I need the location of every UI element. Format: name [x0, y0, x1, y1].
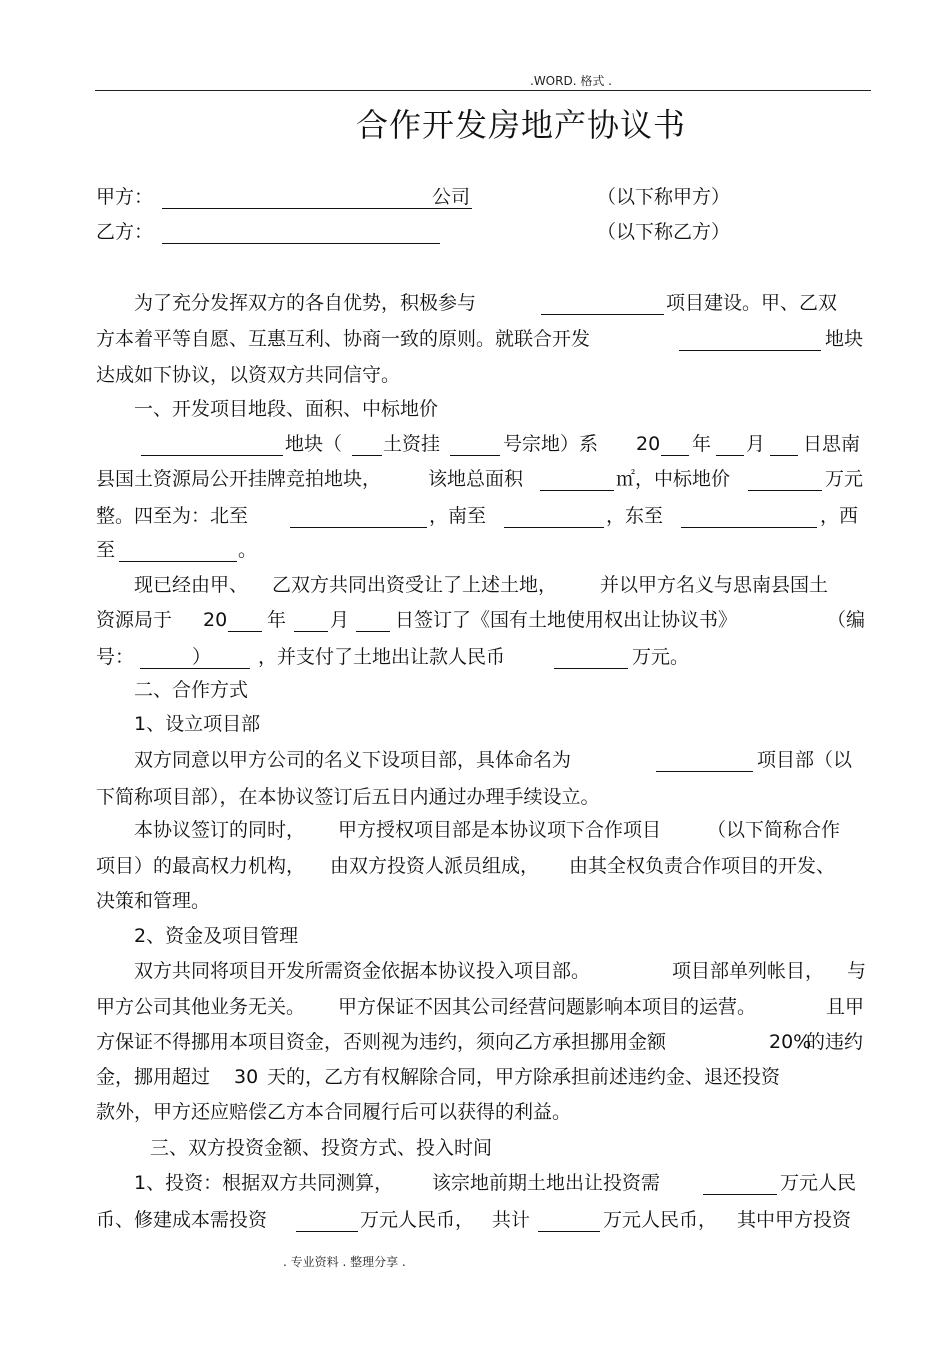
blank-west [119, 561, 237, 562]
line-16-b: 甲方授权项目部是本协议项下合作项目 [338, 819, 662, 841]
line-11-b: ） [192, 646, 212, 668]
line-09-c: 并以甲方名义与思南县国土 [600, 574, 829, 596]
line-23-a: 金，挪用超过 [96, 1066, 211, 1088]
line-11-c: ，并支付了土地出让款人民币 [258, 646, 506, 668]
blank-area [540, 490, 614, 491]
page-footer: . 专业资料 . 整理分享 . [283, 1255, 406, 1269]
line-02-a: 方本着平等自愿、互惠互利、协商一致的原则。就联合开发 [96, 328, 591, 350]
subsection-2-1: 1、设立项目部 [134, 713, 261, 735]
line-06-d: 万元 [825, 468, 864, 490]
line-20-c: 与 [847, 960, 867, 982]
line-24: 款外，甲方还应赔偿乙方本合同履行后可以获得的利益。 [96, 1101, 572, 1123]
line-22-c: 的违约 [806, 1031, 864, 1053]
line-07-d: ，西 [820, 505, 859, 527]
party-a-label: 甲方： [96, 186, 154, 208]
header-rule [95, 90, 871, 91]
line-09-a: 现已经由甲、 [134, 574, 249, 596]
line-06-b: 该地总面积 [428, 468, 524, 490]
blank-total [538, 1231, 600, 1232]
party-a-suffix: 公司 [432, 186, 471, 208]
blank-land-investment [703, 1194, 777, 1195]
line-05-b: 土资挂 [383, 433, 441, 455]
line-17-c: 由其全权负责合作项目的开发、 [569, 855, 836, 877]
blank-sign-day [356, 631, 390, 632]
line-20-a: 双方共同将项目开发所需资金依据本协议投入项目部。 [134, 960, 591, 982]
line-26-b: 该宗地前期土地出让投资需 [432, 1172, 661, 1194]
line-07-c: ，东至 [606, 505, 664, 527]
blank-south [504, 527, 604, 528]
line-07-b: ，南至 [429, 505, 487, 527]
page-header: .WORD. 格式 . [530, 74, 612, 88]
line-05-d: 20 [636, 433, 661, 455]
line-14-b: 项目部（以 [757, 749, 853, 771]
line-21-c: 且甲 [826, 996, 865, 1018]
line-17-b: 由双方投资人派员组成， [330, 855, 540, 877]
line-05-f: 月 [746, 433, 766, 455]
line-20-b: 项目部单列帐目， [672, 960, 825, 982]
subsection-2-2: 2、资金及项目管理 [134, 925, 299, 947]
line-27-e: 其中甲方投资 [737, 1209, 852, 1231]
line-10-d: 月 [330, 609, 350, 631]
line-06-c: ㎡，中标地价 [616, 468, 731, 490]
blank-day [770, 455, 798, 456]
line-09-b: 乙双方共同出资受让了上述土地， [272, 574, 558, 596]
line-16-a: 本协议签订的同时， [134, 819, 306, 841]
party-b-blank [162, 243, 440, 244]
line-06-a: 县国土资源局公开挂牌竞拍地块， [96, 468, 382, 490]
line-10-e: 日签订了《国有土地使用权出让协议书》 [395, 609, 738, 631]
line-05-g: 日思南 [803, 433, 861, 455]
blank-land-no [352, 455, 382, 456]
line-27-c: 共计 [492, 1209, 531, 1231]
line-07-a: 整。四至为：北至 [96, 505, 249, 527]
blank-payment [554, 668, 628, 669]
line-01-a: 为了充分发挥双方的各自优势，积极参与 [134, 292, 477, 314]
line-02-b: 地块 [825, 328, 864, 350]
line-22-a: 方保证不得挪用本项目资金，否则视为违约，须向乙方承担挪用金额 [96, 1031, 667, 1053]
line-05-a: 地块（ [285, 433, 343, 455]
line-08-b: 。 [238, 539, 258, 561]
line-10-c: 年 [267, 609, 287, 631]
blank-lot-no [450, 455, 500, 456]
blank-north [290, 527, 427, 528]
line-11-a: 号： [96, 646, 135, 668]
section-2-heading: 二、合作方式 [134, 679, 249, 701]
line-27-b: 万元人民币， [360, 1209, 475, 1231]
section-3-heading: 三、双方投资金额、投资方式、投入时间 [150, 1137, 493, 1159]
blank-east [681, 527, 817, 528]
line-27-d: 万元人民币， [603, 1209, 718, 1231]
line-05-e: 年 [692, 433, 712, 455]
blank-build-cost [296, 1231, 358, 1232]
line-23-c: 天的，乙方有权解除合同，甲方除承担前述违约金、退还投资 [267, 1066, 781, 1088]
blank-dept-name [656, 771, 753, 772]
line-26-a: 1、投资：根据双方共同测算， [134, 1172, 394, 1194]
blank-month [716, 455, 744, 456]
party-a-blank [162, 208, 472, 209]
line-21-a: 甲方公司其他业务无关。 [96, 996, 306, 1018]
party-a-alias: （以下称甲方） [597, 186, 731, 208]
line-18: 决策和管理。 [96, 890, 211, 912]
line-17-a: 项目）的最高权力机构， [96, 855, 306, 877]
line-03: 达成如下协议，以资双方共同信守。 [96, 364, 401, 386]
party-b-alias: （以下称乙方） [597, 221, 731, 243]
blank-project [541, 314, 664, 315]
line-26-c: 万元人民 [780, 1172, 857, 1194]
line-16-c: （以下简称合作 [707, 819, 841, 841]
line-10-a: 资源局于 [96, 609, 173, 631]
blank-price [748, 490, 822, 491]
line-10-b: 20 [203, 609, 228, 631]
line-15: 下简称项目部），在本协议签订后五日内通过办理手续设立。 [96, 786, 600, 808]
line-10-f: （编 [827, 609, 866, 631]
line-21-b: 甲方保证不因其公司经营问题影响本项目的运营。 [338, 996, 757, 1018]
document-title: 合作开发房地产协议书 [356, 106, 687, 144]
line-23-b: 30 [234, 1066, 259, 1088]
blank-plot-2 [141, 455, 283, 456]
line-08-a: 至 [96, 539, 116, 561]
party-b-label: 乙方： [96, 221, 154, 243]
blank-sign-month [294, 631, 328, 632]
line-05-c: 号宗地）系 [503, 433, 599, 455]
blank-sign-year [228, 631, 262, 632]
line-27-a: 币、修建成本需投资 [96, 1209, 268, 1231]
blank-year [661, 455, 689, 456]
line-01-b: 项目建设。甲、乙双 [666, 292, 838, 314]
blank-plot [679, 350, 821, 351]
line-22-b: 20% [769, 1031, 812, 1053]
section-1-heading: 一、开发项目地段、面积、中标地价 [134, 398, 439, 420]
line-14-a: 双方同意以甲方公司的名义下设项目部，具体命名为 [134, 749, 572, 771]
line-11-d: 万元。 [632, 646, 690, 668]
